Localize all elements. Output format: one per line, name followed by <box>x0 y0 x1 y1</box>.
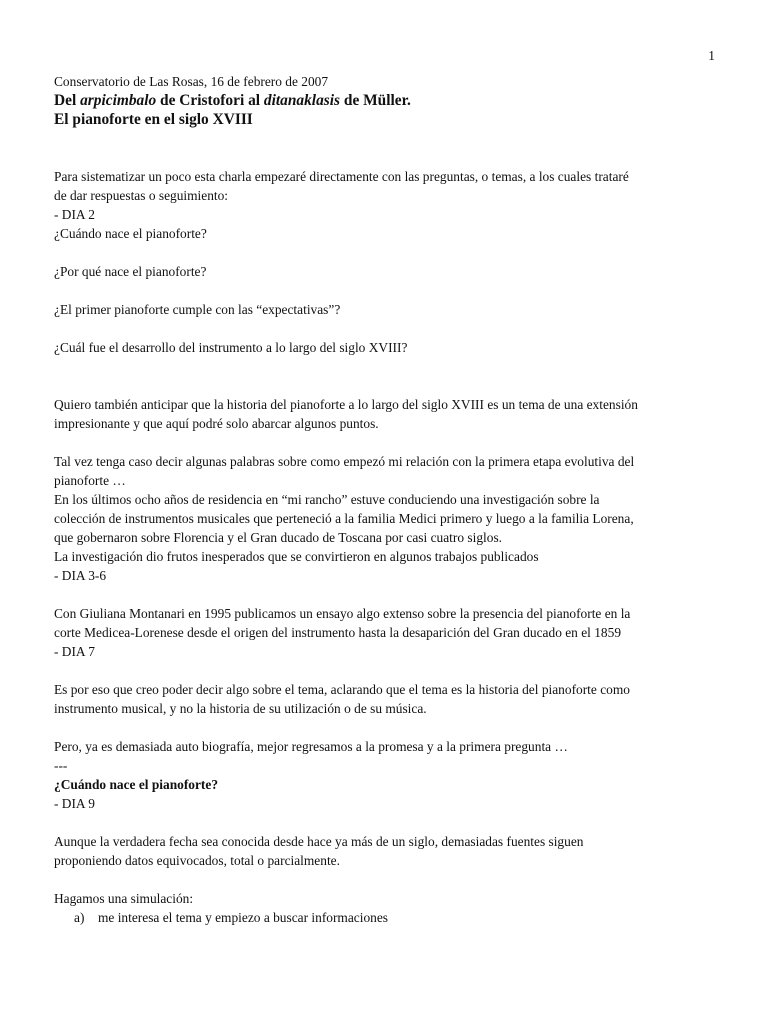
question: ¿Por qué nace el pianoforte? <box>54 264 207 279</box>
title-part: de Cristofori al <box>156 92 264 109</box>
slide-reference: - DIA 3-6 <box>54 568 107 583</box>
page-number: 1 <box>708 48 715 63</box>
paragraph-line: Es por eso que creo poder decir algo sobre el tema, aclarando que el tema es la historia del pianoforte como <box>54 682 630 697</box>
title-part: de Müller. <box>340 92 411 109</box>
paragraph-line: Para sistematizar un poco esta charla empezaré directamente con las preguntas, o temas, a los cuales trataré <box>54 169 629 184</box>
slide-reference: - DIA 7 <box>54 644 95 659</box>
paragraph-line: proponiendo datos equivocados, total o parcialmente. <box>54 853 340 868</box>
paragraph-line: Aunque la verdadera fecha sea conocida desde hace ya más de un siglo, demasiadas fuentes siguen <box>54 834 584 849</box>
question: ¿Cuándo nace el pianoforte? <box>54 226 207 241</box>
list-item <box>54 908 714 927</box>
question: ¿El primer pianoforte cumple con las “expectativas”? <box>54 302 341 317</box>
slide-reference: - DIA 9 <box>54 796 95 811</box>
separator: --- <box>54 758 68 773</box>
document-subtitle: El pianoforte en el siglo XVIII <box>54 111 253 128</box>
paragraph-line: de dar respuestas o seguimiento: <box>54 188 229 203</box>
paragraph-line: Quiero también anticipar que la historia del pianoforte a lo largo del siglo XVIII es un tema de una extensión <box>54 397 638 412</box>
title-part: Del <box>54 92 81 109</box>
paragraph-line: Pero, ya es demasiada auto biografía, mejor regresamos a la promesa y a la primera pregunta … <box>54 739 568 754</box>
place-date: Conservatorio de Las Rosas, 16 de febrero de 2007 <box>54 74 329 89</box>
paragraph-line: En los últimos ocho años de residencia en “mi rancho” estuve conduciendo una investigación sobre la <box>54 492 600 507</box>
paragraph-line: La investigación dio frutos inesperados que se convirtieron en algunos trabajos publicados <box>54 549 539 564</box>
paragraph-line: que gobernaron sobre Florencia y el Gran ducado de Toscana por casi cuatro siglos. <box>54 530 502 545</box>
paragraph-line: Con Giuliana Montanari en 1995 publicamos un ensayo algo extenso sobre la presencia del pianoforte en la <box>54 606 631 621</box>
title-italic-term: arpicimbalo <box>80 92 157 109</box>
list-item-text: me interesa el tema y empiezo a buscar informaciones <box>98 910 389 925</box>
title-italic-term: ditanaklasis <box>263 92 341 109</box>
document-body <box>54 72 714 927</box>
paragraph-line: corte Medicea-Lorenese desde el origen del instrumento hasta la desaparición del Gran ducado en el 1859 <box>54 625 622 640</box>
paragraph-line: Hagamos una simulación: <box>54 891 194 906</box>
paragraph-line: Tal vez tenga caso decir algunas palabras sobre como empezó mi relación con la primera etapa evolutiva del <box>54 454 635 469</box>
slide-reference: - DIA 2 <box>54 207 95 222</box>
section-heading: ¿Cuándo nace el pianoforte? <box>54 777 219 792</box>
question: ¿Cuál fue el desarrollo del instrumento a lo largo del siglo XVIII? <box>54 340 408 355</box>
document-title <box>54 91 714 110</box>
paragraph-line: impresionante y que aquí podré solo abarcar algunos puntos. <box>54 416 379 431</box>
paragraph-line: instrumento musical, y no la historia de su utilización o de su música. <box>54 701 427 716</box>
paragraph-line: pianoforte … <box>54 473 126 488</box>
paragraph-line: colección de instrumentos musicales que perteneció a la familia Medici primero y luego a la familia Lorena, <box>54 511 634 526</box>
list-marker: a) <box>74 910 85 925</box>
